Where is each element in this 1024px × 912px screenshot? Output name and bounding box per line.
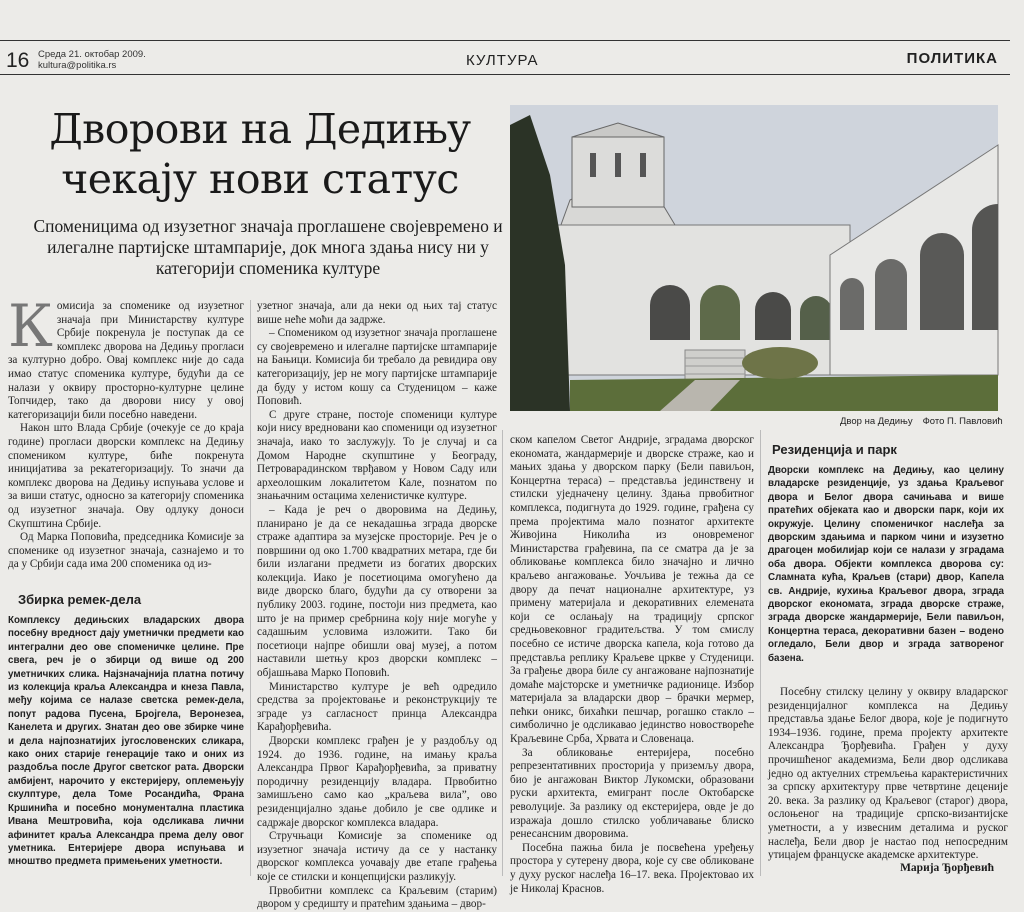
paragraph: Министарство културе је већ одредило средства за пројектовање и реконструкцију те зграде уз сагласност принца Александра Карађорђевића.	[257, 680, 497, 734]
colonnade-arch	[920, 233, 964, 330]
paragraph: ском капелом Светог Андрије, зградама дворског економата, жандармерије и дворске страже, као и мањих здања у дворском парку (Бели павиљон, Концертна тераса) – представља јединствену и стилски уједначену целину. Здања првобитног комплекса, подигнута до 1929. године, грађена су према пројектима мало познатог архитекте Живојина Николића из оновременог Министарства грађевина, па се сматра да је за обликовање комплекса било значајно и лично краљево ангажовање. Уочљива је тежња да се двору да печат националне архитектуре, уз примену материјала и декоративних елемената који се ослањају на традицију српског средњовековног градитељства. У том смислу посебно се истиче дворска капела, која готово да представља реплику Краљеве цркве у Студеници. За грађење двора биле су ангажоване најпознатије домаће мајсторске и уметничке радионице. Избор материјала за владарски двор – брачки мермер, пећки оникс, бихаћки пешчар, рогашко стакло – симболично је одсликавао јединство новоствореће Краљевине Срба, Хрвата и Словенаца.	[510, 434, 754, 746]
column-rule	[760, 430, 761, 876]
paragraph: узетног значаја, али да неки од њих тај статус више неће моћи да задрже.	[257, 300, 497, 326]
tower-window	[615, 153, 621, 177]
colonnade-arch	[972, 204, 998, 330]
palace-photo-illustration	[510, 105, 998, 411]
stairs	[685, 350, 745, 380]
lawn	[570, 375, 998, 411]
paragraph: Посебну стилску целину у оквиру владарског резиденцијалног комплекса на Дедињу представља здање Белог двора, које је подигнуто 1934–1936. године, према пројекту архитекте Александра Ђорђевића. Грађен у духу прочишћеног академизма, Бели двор одсликава једно од актуелних стремљења карактеристичних за српску архитектуру прве четвртине деценије 20. века. За разлику од Краљевог (старог) двора, ослоњеног на традиције српско-византијске уметности, а у извесним деталима и руског наслеђа, Бели двор је настао под непосредним утицајем француске академске архитектуре.	[768, 686, 1008, 862]
colonnade-arch	[840, 278, 864, 330]
section-title: КУЛТУРА	[466, 52, 539, 69]
headline-line-2: чекају нови статус	[61, 155, 459, 203]
author-signature: Марија Ђорђевић	[900, 862, 994, 874]
page-number: 16	[6, 49, 30, 72]
arch	[800, 296, 832, 340]
paragraph: – Спомеником од изузетног значаја проглашене су својевремено и илегалне партијске штампарије на Бањици. Комисија би требало да ревидира ову категоризацију, јер не могу партијске штампарије да буду у истом кошу са Студеницом – каже Поповић.	[257, 327, 497, 408]
column-rule	[502, 430, 503, 876]
colonnade-arch	[875, 259, 907, 330]
article-deck: Споменицима од изузетног значаја проглашене својевремено и илегалне партијске штампарије, док многа здања нису ни у категорији споменика културе	[33, 216, 503, 278]
article-photo	[510, 105, 998, 411]
sidebar-text-collection: Комплексу дедињских владарских двора посебну вредност дају уметнички предмети као интегрални део ове споменичке целине. Пре свега, реч је о збирци од више од 200 уметничких слика. Најзначајнија платна потичу из колекција краља Александра и кнеза Павла, међу којима се налазе светска ремек-дела, попут радова Пусена, Бројгела, Веронезеа, Канелета и других. Знатан део ове збирке чине и дела најпознатијих југословенских сликара, како оних старије генерације тако и оних из раздобља после Другог светског рата. Дворски амбијент, нарочито у екстеријеру, оплемењују скулптуре, дела Томе Росандића, Франа Кршинића и посебно монументална пластика Ивана Мештровића, која одсликава лични афинитет краља Александра према делу овог уметника. Ентеријере двора испуњава и мноштво предмета примењених уметности.	[8, 615, 244, 868]
caption-text: Двор на Дедињу	[840, 416, 913, 427]
column-rule	[250, 300, 251, 876]
paragraph: За обликовање ентеријера, посебно репрезентативних просторија у приземљу двора, био је ангажован Виктор Лукомски, образовани руски архитекта, емигрант после Октобарске револуције. За разлику од екстеријера, овде је до изражаја дошло стилско уобличавање блиско ренесансним дворовима.	[510, 746, 754, 841]
article-headline	[12, 104, 508, 204]
paragraph: омисија за споменике од изузетног значаја при Министарству културе Србије покренула је поступак да се комплекс дворова на Дедињу прогласи за културно добро. Овај комплекс није до сада имао статус споменика културе, будући да се налази у оквиру просторно-културне целине Топчидер, тако да дворови нису у овој категоризацији били посебно наведени.	[8, 300, 244, 421]
article-column-1	[8, 292, 244, 572]
arch	[700, 285, 740, 340]
masthead-logo: ПОЛИТИКА	[906, 50, 998, 67]
headline-line-1: Дворови на Дедињу	[49, 105, 471, 153]
issue-date: Среда 21. октобар 2009.	[38, 49, 146, 60]
sidebar-title-collection: Збирка ремек-дела	[18, 592, 142, 607]
header-top-rule	[0, 40, 1010, 41]
paragraph: Посебна пажња била је посвећена уређењу простора у сутерену двора, које су све обликоване у духу руског наслеђа 16–17. века. Пројектовао их је Николај Краснов.	[510, 841, 754, 895]
sidebar-title-residence: Резиденција и парк	[772, 442, 897, 457]
paragraph: Након што Влада Србије (очекује се до краја године) прогласи дворски комплекс на Дедињу спомеником културе, биће покренута иницијатива за рекатегоризацију. То значи да комплекс дворова на Дедињу испуњава услове и за виши статус, односно за категорију споменика од изузетног значаја. Ову одлуку доноси Скупштина Србије.	[8, 422, 244, 530]
arch	[650, 285, 690, 340]
paragraph: С друге стране, постоје споменици културе који нису вредновани као споменици од изузетног значаја, иако то заслужују. То је случај и са Домом Народне скупштине у Београду, Петроварадинском тврђавом у Новом Саду или археолошким локалитетом Кале, познатом по знањачним остацима хеленистичке културе.	[257, 408, 497, 503]
shrub	[742, 347, 818, 379]
article-column-2	[257, 300, 497, 912]
article-column-4	[768, 686, 1008, 863]
paragraph: Дворски комплекс грађен је у раздобљу од 1924. до 1936. године, на имању краља Александра Првог Карађорђевића, за приватну породичну резиденцију владара. Првобитно замишљено само као „краљева вила”, ово резиденцијално здање добило је све одлике и садржаје дворског комплекса владара.	[257, 735, 497, 829]
tower-window	[590, 153, 596, 177]
paragraph: – Када је реч о дворовима на Дедињу, планирано је да се некадашња зграда дворске страже адаптира за музејске просторије. Реч је о површини од око 1.700 квадратних метара, где би били излагани предмети из богатих дворских колекција. Иако је посетиоцима омогућено да виде дворско благо, будући да су отворени за публику 2003. године, постоји низ предмета, као што је на пример сребрнина коју није могуће у садашњим условима изложити. Тако би посетиоци најпре обишли овај музеј, а потом наставили шетњу кроз дворски комплекс – објашњава Марко Поповић.	[257, 503, 497, 680]
arch	[755, 292, 791, 340]
article-column-3	[510, 434, 754, 896]
paragraph: Првобитни комплекс са Краљевим (старим) двором у средишту и пратећим здањима – двор-	[257, 884, 497, 911]
photo-caption	[840, 416, 1003, 427]
tower-window	[640, 153, 646, 177]
paragraph: Стручњаци Комисије за споменике од изузетног значаја истичу да се у настанку дворског комплекса уочавају две етапе грађења које се стилски и концепцијски разликују.	[257, 830, 497, 883]
page-meta	[38, 49, 146, 71]
photo-credit: Фото П. Павловић	[922, 416, 1003, 427]
section-email: kultura@politika.rs	[38, 60, 117, 71]
sidebar-text-residence: Дворски комплекс на Дедињу, као целину владарске резиденције, уз здања Краљевог двора и Белог двора сачињава и више пратећих објеката као и дворски парк, који их окружује. Целину споменичког наслеђа за дворским здањима и парком чини и изузетно драгоцен мобилијар који се налази у зградама оба двора. Објекти комплекса дворова су: Сламната кућа, Краљев (стари) двор, Капела св. Андрије, кухиња Краљевог двора, зграда дворског економата, зграда дворске страже, зграда дворске жандармерије, Бели павиљон, Концертна тераса, декоративни базен – водено огледало, Бели двор и зграда затвореног базена.	[768, 465, 1004, 664]
paragraph: Од Марка Поповића, председника Комисије за споменике од изузетног значаја, сазнајемо и то да у Србији сада има 200 споменика од из-	[8, 531, 244, 571]
drop-cap: К	[8, 292, 53, 360]
header-bottom-rule	[0, 74, 1010, 75]
